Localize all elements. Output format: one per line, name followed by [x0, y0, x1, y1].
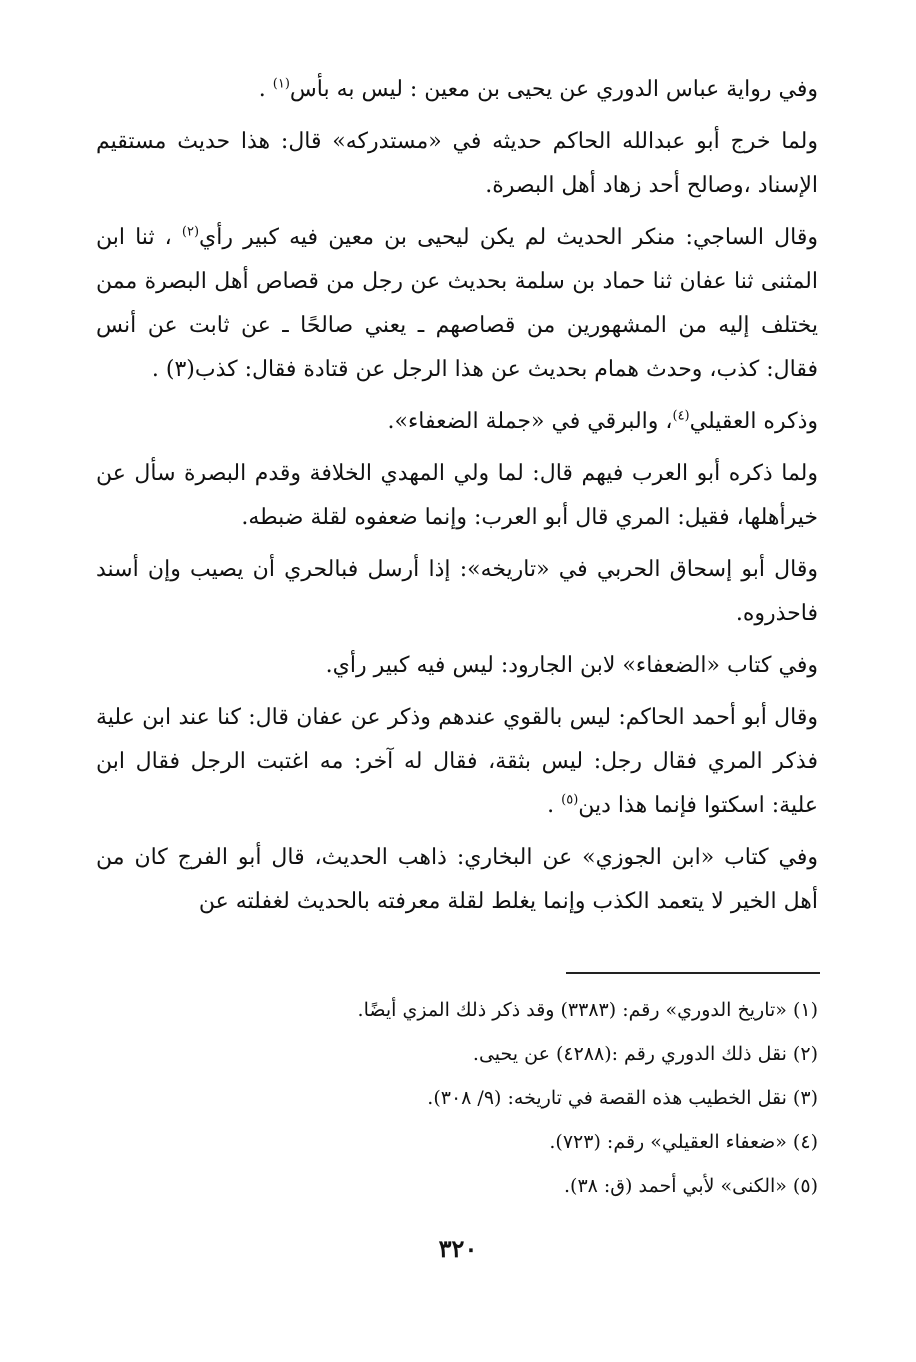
- footnote-ref-4: (٤): [672, 408, 690, 424]
- paragraph-7: وفي كتاب «الضعفاء» لابن الجارود: ليس فيه كبير رأي.: [325, 653, 818, 678]
- footnote-1: (١) «تاريخ الدوري» رقم: (٣٣٨٣) وقد ذكر ذلك المزي أيضًا.: [357, 999, 818, 1021]
- footnotes: [96, 988, 818, 1208]
- footnote-separator: [566, 972, 820, 974]
- main-text: [96, 68, 818, 932]
- footnote-5: (٥) «الكنى» لأبي أحمد (ق: ٣٨).: [563, 1175, 818, 1197]
- footnote-3: (٣) نقل الخطيب هذه القصة في تاريخه: (٩/ ٣٠٨).: [427, 1087, 818, 1109]
- paragraph-8: وقال أبو أحمد الحاكم: ليس بالقوي عندهم وذكر عن عفان قال: كنا عند ابن علية فذكر المري فقال رجل: ليس بثقة، فقال له آخر: مه اغتبت الرجل فقال ابن علية: اسكتوا فإنما هذا دين$^{(٥)}$ .: [96, 705, 818, 818]
- footnote-2: (٢) نقل ذلك الدوري رقم :(٤٢٨٨) عن يحيى.: [472, 1043, 818, 1065]
- paragraph-3: وقال الساجي: منكر الحديث لم يكن ليحيى بن معين فيه كبير رأي$^{(٢)}$ ، ثنا ابن المثنى ثنا عفان ثنا حماد بن سلمة بحديث عن رجل من قصاص أهل البصرة ممن يختلف إليه من المشهورين من قصاصهم ـ يعني صالحًا ـ عن ثابت عن أنس فقال: كذب، وحدث همام بحديث عن هذا الرجل عن قتادة فقال: كذب(٣) .: [96, 224, 818, 382]
- paragraph-2: ولما خرج أبو عبدالله الحاكم حديثه في «مستدركه» قال: هذا حديث مستقيم الإسناد ،وصالح أحد زهاد أهل البصرة.: [96, 129, 818, 198]
- paragraph-4: وذكره العقيلي$^{(٤)}$، والبرقي في «جملة الضعفاء».: [387, 408, 818, 434]
- paragraph-9: وفي كتاب «ابن الجوزي» عن البخاري: ذاهب الحديث، قال أبو الفرج كان من أهل الخير لا يتعمد الكذب وإنما يغلط لقلة معرفته بالحديث لغفلته عن: [96, 845, 818, 914]
- paragraph-5: ولما ذكره أبو العرب فيهم قال: لما ولي المهدي الخلافة وقدم البصرة سأل عن خيرأهلها، فقيل: المري قال أبو العرب: وإنما ضعفوه لقلة ضبطه.: [96, 461, 818, 530]
- page-number: ٣٢٠: [438, 1234, 478, 1263]
- footnote-ref-2: (٢): [181, 224, 200, 240]
- paragraph-6: وقال أبو إسحاق الحربي في «تاريخه»: إذا أرسل فبالحري أن يصيب وإن أسند فاحذروه.: [96, 557, 818, 626]
- footnote-4: (٤) «ضعفاء العقيلي» رقم: (٧٢٣).: [549, 1131, 818, 1153]
- paragraph-1: وفي رواية عباس الدوري عن يحيى بن معين : ليس به بأس$^{(١)}$ .: [258, 76, 818, 102]
- footnote-ref-5: (٥): [561, 792, 579, 808]
- footnote-ref-1: (١): [272, 76, 290, 92]
